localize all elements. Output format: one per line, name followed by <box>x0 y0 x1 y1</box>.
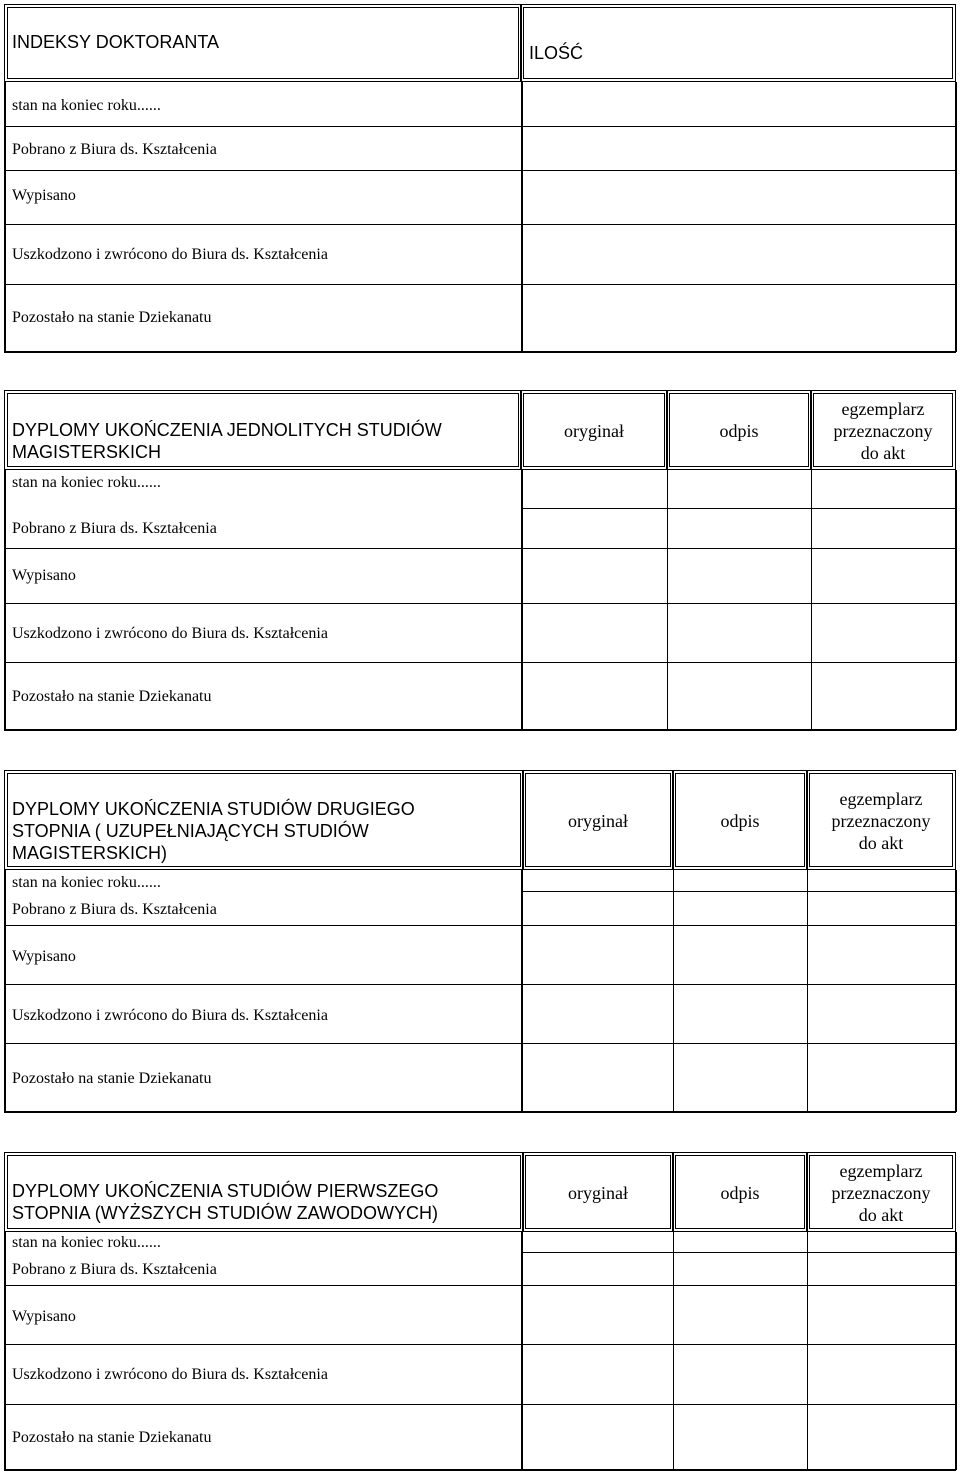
row-label: Pozostało na stanie Dziekanatu <box>12 1070 212 1087</box>
column-header-odpis: odpis <box>720 1183 760 1203</box>
column-header-egzemplarz <box>806 788 956 854</box>
row-label: Uszkodzono i zwrócono do Biura ds. Kształcenia <box>12 625 328 642</box>
row-label: stan na koniec roku...... <box>12 874 161 891</box>
section-title-line: MAGISTERSKICH) <box>12 843 168 863</box>
row-label: Pobrano z Biura ds. Kształcenia <box>12 1261 217 1278</box>
row-label: Uszkodzono i zwrócono do Biura ds. Kształcenia <box>12 1366 328 1383</box>
egzemplarz-line: przeznaczony <box>833 421 933 441</box>
section-title: INDEKSY DOKTORANTA <box>12 32 220 52</box>
row-label: stan na koniec roku...... <box>12 97 161 114</box>
egzemplarz-line: przeznaczony <box>831 1183 931 1203</box>
row-label: Uszkodzono i zwrócono do Biura ds. Kształcenia <box>12 246 328 263</box>
column-header-oryginal: oryginał <box>568 1183 628 1203</box>
column-header-odpis: odpis <box>719 421 759 441</box>
egzemplarz-line: egzemplarz <box>839 1161 923 1181</box>
egzemplarz-line: egzemplarz <box>841 399 925 419</box>
header-cell-ilosc <box>520 4 956 82</box>
egzemplarz-line: egzemplarz <box>839 789 923 809</box>
column-header-odpis: odpis <box>720 811 760 831</box>
column-header-ilosc: ILOŚĆ <box>529 43 584 63</box>
row-label: Wypisano <box>12 948 76 965</box>
row-label: stan na koniec roku...... <box>12 474 161 491</box>
row-label: Pozostało na stanie Dziekanatu <box>12 688 212 705</box>
row-label: stan na koniec roku...... <box>12 1234 161 1251</box>
section-title-line: DYPLOMY UKOŃCZENIA STUDIÓW PIERWSZEGO <box>12 1181 439 1201</box>
column-header-egzemplarz <box>806 1160 956 1226</box>
column-header-oryginal: oryginał <box>568 811 628 831</box>
section-title-line: STOPNIA ( UZUPEŁNIAJĄCYCH STUDIÓW <box>12 821 369 841</box>
row-label: Uszkodzono i zwrócono do Biura ds. Kształcenia <box>12 1007 328 1024</box>
row-label: Pozostało na stanie Dziekanatu <box>12 1429 212 1446</box>
column-header-oryginal: oryginał <box>564 421 624 441</box>
egzemplarz-line: do akt <box>858 833 904 853</box>
egzemplarz-line: przeznaczony <box>831 811 931 831</box>
section-title-line: STOPNIA (WYŻSZYCH STUDIÓW ZAWODOWYCH) <box>12 1203 438 1223</box>
section-title-line: DYPLOMY UKOŃCZENIA STUDIÓW DRUGIEGO <box>12 799 415 819</box>
row-label: Pobrano z Biura ds. Kształcenia <box>12 520 217 537</box>
section-title-line: DYPLOMY UKOŃCZENIA JEDNOLITYCH STUDIÓW <box>12 420 442 440</box>
row-label: Pozostało na stanie Dziekanatu <box>12 309 212 326</box>
section-title-line: MAGISTERSKICH <box>12 442 162 462</box>
row-label: Wypisano <box>12 187 76 204</box>
row-label: Wypisano <box>12 567 76 584</box>
column-header-egzemplarz <box>810 398 956 464</box>
row-label: Pobrano z Biura ds. Kształcenia <box>12 141 217 158</box>
row-label: Wypisano <box>12 1308 76 1325</box>
egzemplarz-line: do akt <box>858 1205 904 1225</box>
row-label: Pobrano z Biura ds. Kształcenia <box>12 901 217 918</box>
egzemplarz-line: do akt <box>860 443 906 463</box>
